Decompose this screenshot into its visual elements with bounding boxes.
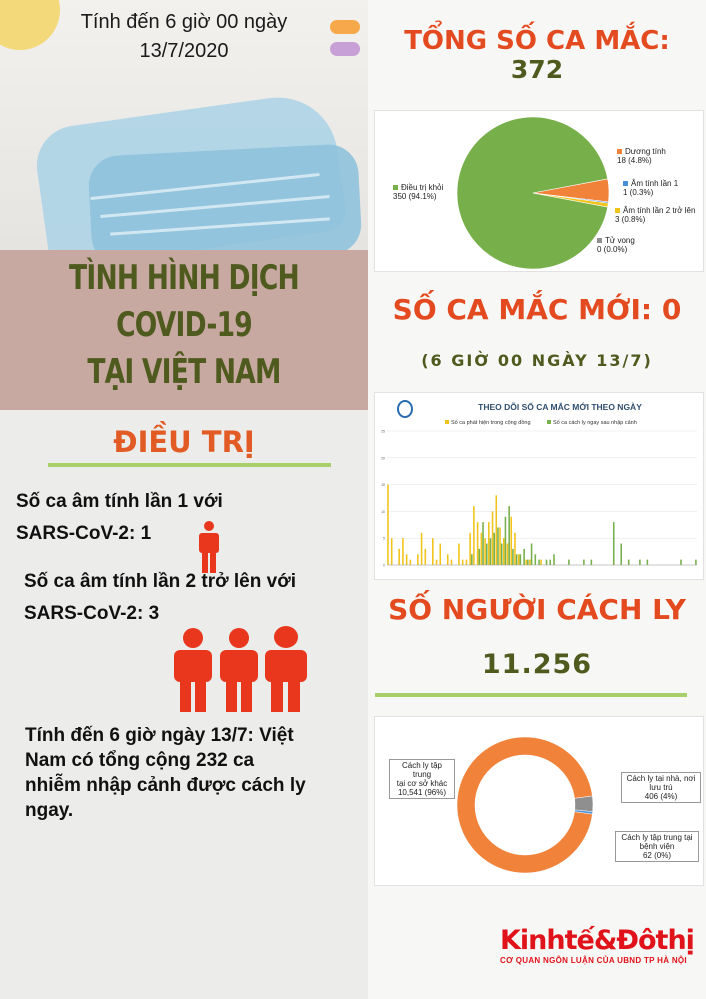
bar-import bbox=[647, 560, 649, 565]
bar-import bbox=[527, 560, 529, 565]
bar-local bbox=[469, 533, 471, 565]
hospital-label-3: 62 (0%) bbox=[642, 851, 671, 860]
treatment-heading: ĐIỀU TRỊ bbox=[113, 425, 255, 459]
home-label-1: Cách ly tại nhà, nơi bbox=[626, 774, 696, 783]
negative-twice-line-1: Số ca âm tính lần 2 trở lên với bbox=[24, 571, 296, 592]
bar-local bbox=[421, 533, 423, 565]
bar-import bbox=[501, 544, 503, 565]
person-icon bbox=[172, 628, 214, 712]
bar-local bbox=[398, 549, 400, 565]
bar-local bbox=[514, 533, 516, 565]
bar-import bbox=[535, 554, 537, 565]
bar-local bbox=[466, 560, 468, 565]
home-label-2: lưu trú bbox=[649, 783, 673, 792]
legend-swatch bbox=[597, 238, 602, 243]
bar-local bbox=[391, 538, 393, 565]
imported-line-3: nhiễm nhập cảnh được cách ly bbox=[25, 775, 306, 796]
publisher-logo bbox=[500, 925, 700, 965]
bar-y-tick-label: 20 bbox=[381, 456, 385, 461]
daily-cases-bar-chart bbox=[374, 392, 704, 580]
bar-import bbox=[497, 527, 499, 565]
death-label: Tử vong bbox=[605, 236, 635, 245]
pie1-legend-death bbox=[597, 236, 635, 254]
imported-cases-text bbox=[25, 723, 365, 823]
pie1-legend-neg1 bbox=[623, 179, 678, 197]
bar-import bbox=[512, 549, 514, 565]
recovered-value: 350 (94.1%) bbox=[393, 192, 437, 201]
bar-local bbox=[473, 506, 475, 565]
bar-local bbox=[484, 538, 486, 565]
bar-y-tick-label: 10 bbox=[381, 509, 385, 514]
bar-local bbox=[540, 560, 542, 565]
bar-import bbox=[531, 544, 533, 565]
death-value: 0 (0.0%) bbox=[597, 245, 628, 254]
bar-local bbox=[518, 554, 520, 565]
bar-legend-import-label: Số ca cách ly ngay sau nhập cảnh bbox=[553, 420, 637, 426]
facility-label-3: 10,541 (96%) bbox=[397, 788, 447, 797]
title-box bbox=[0, 250, 368, 410]
bar-local bbox=[499, 527, 501, 565]
isolation-value: 11.256 bbox=[481, 649, 593, 680]
bar-local bbox=[462, 560, 464, 565]
recovered-label: Điều trị khỏi bbox=[401, 183, 444, 192]
bar-import bbox=[516, 554, 518, 565]
bar-y-tick-label: 25 bbox=[381, 429, 385, 434]
bar-y-tick-label: 0 bbox=[383, 563, 385, 568]
title-line-1: TÌNH HÌNH DỊCH bbox=[69, 258, 299, 298]
bar-local bbox=[458, 544, 460, 565]
pie1-legend-positive bbox=[617, 147, 666, 165]
person-icon bbox=[218, 628, 260, 712]
bar-y-tick-label: 15 bbox=[381, 483, 385, 488]
negative-once-text bbox=[16, 486, 356, 550]
negative-once-line-1: Số ca âm tính lần 1 với bbox=[16, 491, 223, 512]
bar-y-tick-label: 5 bbox=[383, 536, 385, 541]
bar-local bbox=[503, 538, 505, 565]
neg2-label: Âm tính lần 2 trở lên bbox=[623, 206, 696, 215]
donut-label-home bbox=[621, 772, 701, 803]
bar-local bbox=[507, 544, 509, 565]
divider bbox=[375, 693, 687, 697]
donut-label-hospital bbox=[615, 831, 699, 862]
publisher-logo-brand: Kinhtế&Đôthị bbox=[500, 925, 694, 956]
bar-local bbox=[425, 549, 427, 565]
facility-label-1: Cách ly tập trung bbox=[401, 761, 443, 779]
daily-cases-bar-svg bbox=[375, 393, 705, 581]
isolation-donut-chart bbox=[374, 716, 704, 886]
bar-import bbox=[680, 560, 682, 565]
person-icon bbox=[263, 626, 309, 712]
facility-label-2: tại cơ sở khác bbox=[396, 779, 448, 788]
bar-local bbox=[496, 495, 498, 565]
bar-local bbox=[492, 511, 494, 565]
bar-import bbox=[583, 560, 585, 565]
legend-swatch bbox=[393, 185, 398, 190]
bar-local bbox=[447, 554, 449, 565]
bar-import bbox=[508, 506, 510, 565]
legend-swatch bbox=[617, 149, 622, 154]
bar-local bbox=[417, 554, 419, 565]
bar-import bbox=[553, 554, 555, 565]
bar-import bbox=[613, 522, 615, 565]
date-caption bbox=[0, 8, 368, 66]
hospital-label-1: Cách ly tập trung tại bbox=[621, 833, 693, 842]
bar-import bbox=[493, 533, 495, 565]
pie1-legend-neg2 bbox=[615, 206, 695, 224]
title-line-2: COVID-19 bbox=[116, 305, 252, 345]
total-cases-value: 372 bbox=[510, 55, 564, 84]
date-line-1: Tính đến 6 giờ 00 ngày bbox=[80, 11, 288, 33]
donut-slice-1 bbox=[575, 796, 593, 812]
bar-local bbox=[451, 560, 453, 565]
total-cases-label: TỔNG SỐ CA MẮC: bbox=[404, 26, 670, 56]
bar-import bbox=[520, 554, 522, 565]
negative-twice-line-2: SARS-CoV-2: 3 bbox=[24, 603, 160, 624]
bar-import bbox=[482, 522, 484, 565]
bar-local bbox=[439, 544, 441, 565]
bar-local bbox=[436, 560, 438, 565]
bar-local bbox=[410, 560, 412, 565]
new-cases-subtitle: (6 GIỜ 00 NGÀY 13/7) bbox=[421, 351, 653, 370]
bar-local bbox=[481, 533, 483, 565]
bar-local bbox=[525, 560, 527, 565]
bar-import bbox=[490, 538, 492, 565]
legend-swatch bbox=[623, 181, 628, 186]
bar-import bbox=[538, 560, 540, 565]
bar-chart-title: THEO DÕI SỐ CA MẮC MỚI THEO NGÀY bbox=[478, 402, 642, 412]
bar-import bbox=[471, 554, 473, 565]
neg1-label: Âm tính lần 1 bbox=[631, 179, 679, 188]
bar-import bbox=[546, 560, 548, 565]
title-line-3: TẠI VIỆT NAM bbox=[87, 352, 281, 392]
bar-import bbox=[620, 544, 622, 565]
negative-twice-text bbox=[24, 566, 364, 630]
case-status-pie-chart bbox=[374, 110, 704, 272]
bar-import bbox=[549, 560, 551, 565]
date-line-2: 13/7/2020 bbox=[139, 40, 229, 62]
bar-local bbox=[510, 517, 512, 565]
neg2-value: 3 (0.8%) bbox=[615, 215, 646, 224]
neg1-value: 1 (0.3%) bbox=[623, 188, 654, 197]
bar-import bbox=[639, 560, 641, 565]
imported-line-4: ngay. bbox=[25, 800, 74, 821]
bar-import bbox=[568, 560, 570, 565]
bar-import bbox=[505, 517, 507, 565]
publisher-logo-tagline: CƠ QUAN NGÔN LUẬN CỦA UBND TP HÀ NỘI bbox=[500, 956, 687, 965]
donut-slice-0 bbox=[457, 737, 592, 873]
new-cases-label: SỐ CA MẮC MỚI: 0 bbox=[392, 293, 682, 326]
bar-local bbox=[477, 522, 479, 565]
pie1-legend-recovered bbox=[393, 183, 443, 201]
bar-import bbox=[486, 544, 488, 565]
bar-legend-local-label: Số ca phát hiện trong cộng đồng bbox=[451, 420, 531, 426]
bar-local bbox=[406, 554, 408, 565]
legend-swatch bbox=[615, 208, 620, 213]
bar-local bbox=[432, 538, 434, 565]
hospital-label-2: bệnh viện bbox=[639, 842, 675, 851]
imported-line-2: Nam có tổng cộng 232 ca bbox=[25, 750, 255, 771]
bar-local bbox=[488, 522, 490, 565]
divider bbox=[48, 463, 331, 467]
donut-label-facility bbox=[389, 759, 455, 799]
bar-import bbox=[479, 549, 481, 565]
bar-import bbox=[591, 560, 593, 565]
home-label-3: 406 (4%) bbox=[644, 792, 678, 801]
bar-import bbox=[523, 549, 525, 565]
bar-local bbox=[402, 538, 404, 565]
positive-label: Dương tính bbox=[625, 147, 666, 156]
bar-local bbox=[529, 560, 531, 565]
imported-line-1: Tính đến 6 giờ ngày 13/7: Việt bbox=[25, 725, 294, 746]
positive-value: 18 (4.8%) bbox=[617, 156, 652, 165]
negative-once-line-2: SARS-CoV-2: 1 bbox=[16, 523, 152, 544]
bar-import bbox=[695, 560, 697, 565]
isolation-label: SỐ NGƯỜI CÁCH LY bbox=[388, 593, 686, 626]
bar-import bbox=[628, 560, 630, 565]
bar-local bbox=[387, 485, 389, 565]
